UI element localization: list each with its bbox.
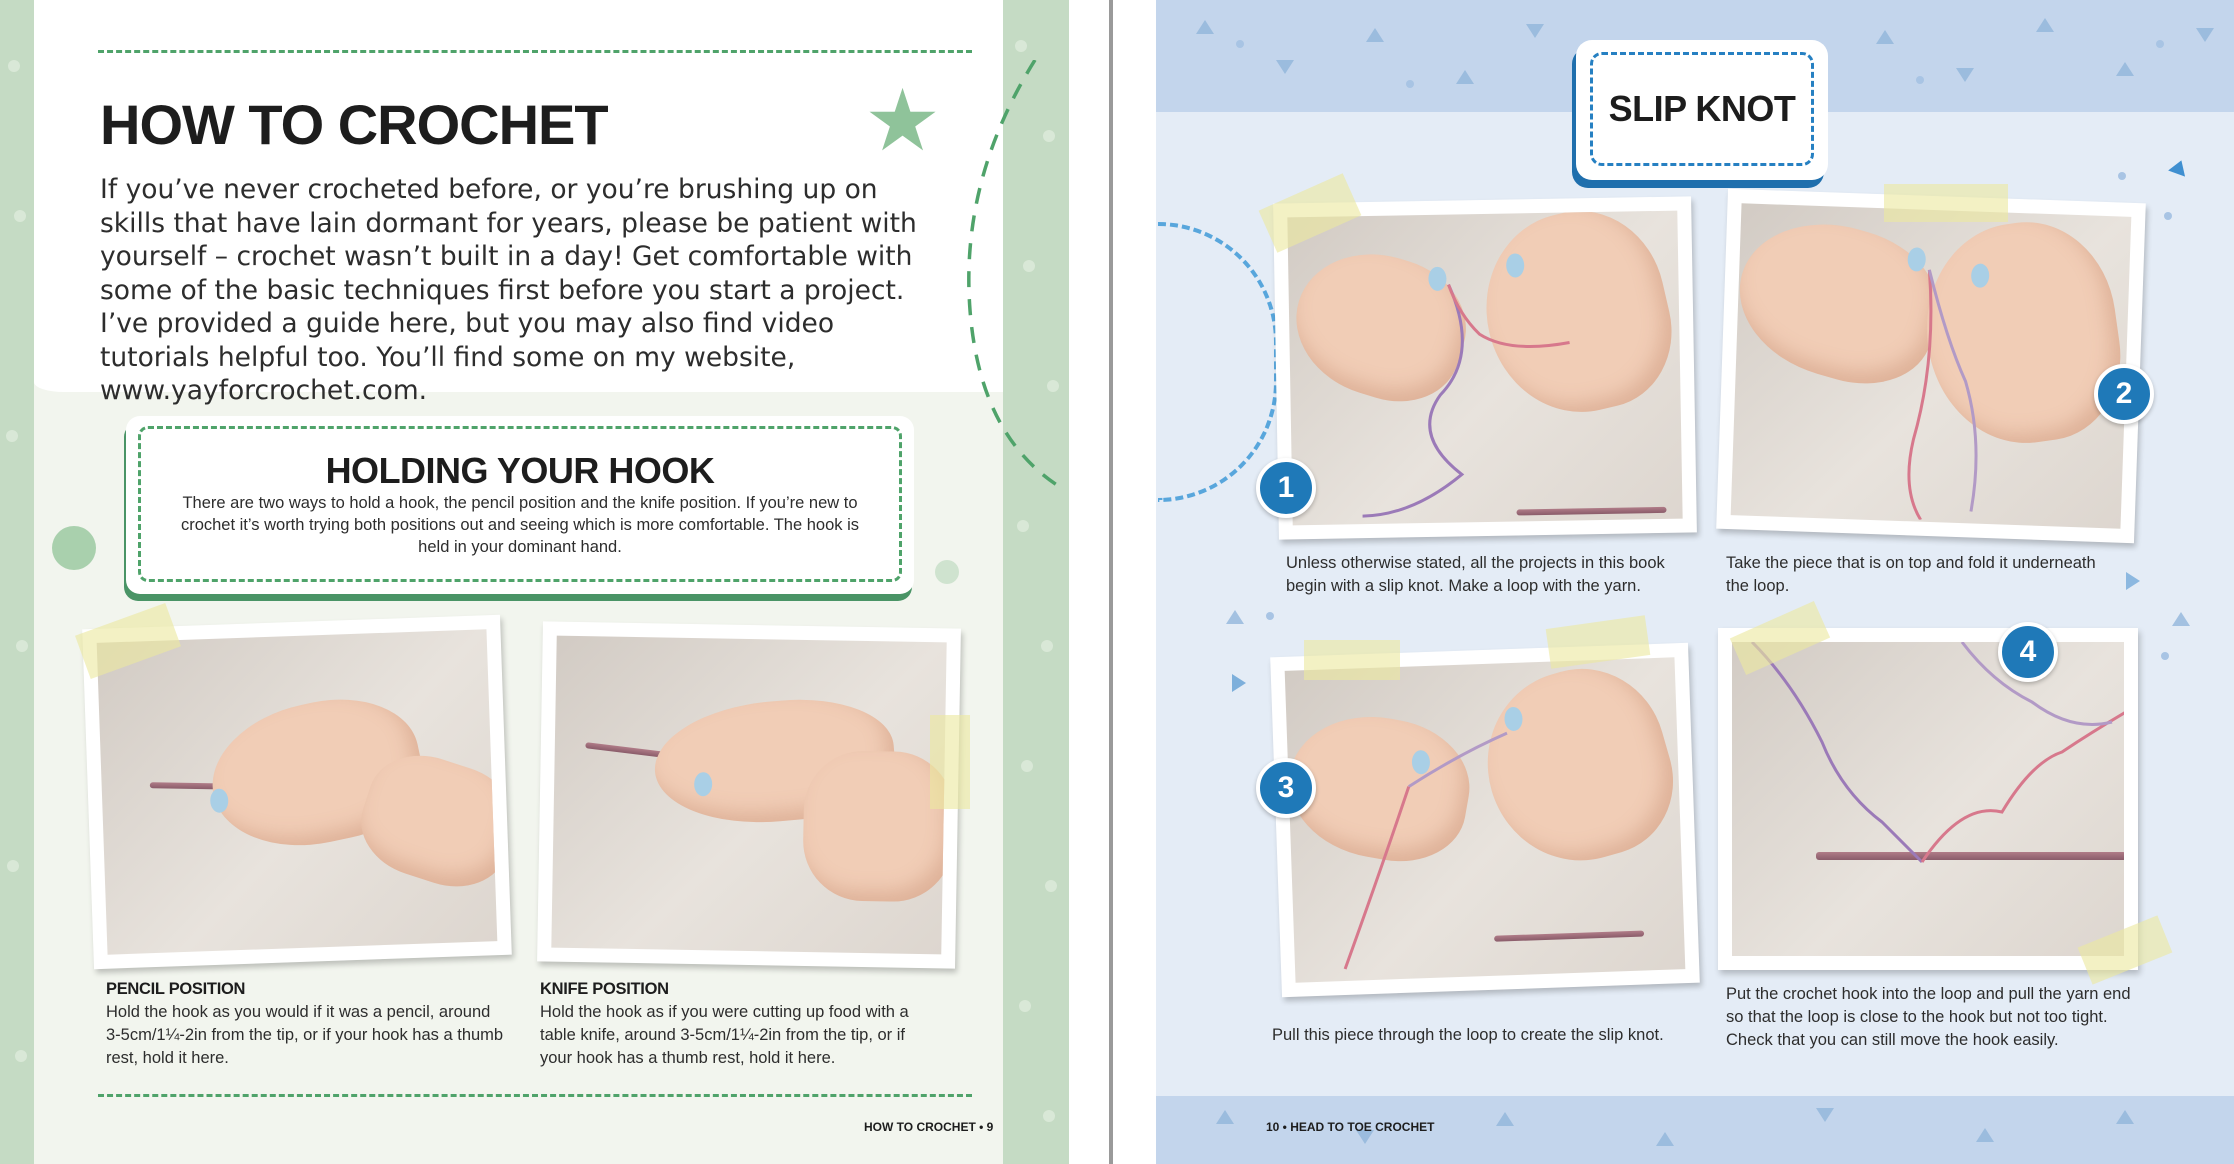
step-2-image <box>1731 203 2132 528</box>
step-4-badge: 4 <box>1998 622 2058 682</box>
step-3-badge: 3 <box>1256 758 1316 818</box>
left-page-footer: HOW TO CROCHET • 9 <box>864 1120 994 1134</box>
holding-hook-text: There are two ways to hold a hook, the pencil position and the knife position. If you’re new to crochet it’s worth trying both positions out and seeing which is more comfortable. The hook is held in your dominant hand. <box>180 494 860 556</box>
slip-knot-box <box>1576 40 1828 180</box>
tape-decoration <box>930 715 970 809</box>
triangle-decoration <box>2168 157 2190 176</box>
knife-caption-title: KNIFE POSITION <box>540 980 669 998</box>
triangle-decoration <box>1226 610 1244 624</box>
pencil-caption-text: Hold the hook as you would if it was a pencil, around 3-5cm/1¼-2in from the tip, or if your hook has a thumb rest, hold it here. <box>106 1003 504 1067</box>
step-2-photo <box>1716 189 2146 543</box>
tape-decoration <box>1884 184 2008 222</box>
left-edge-texture <box>0 0 34 1164</box>
step-1-image <box>1287 211 1682 526</box>
holding-hook-box <box>126 416 914 594</box>
step-2-caption: Take the piece that is on top and fold it underneath the loop. <box>1726 554 2096 595</box>
slip-knot-title: SLIP KNOT <box>1608 88 1796 129</box>
knife-position-image <box>551 636 946 955</box>
pencil-caption-title: PENCIL POSITION <box>106 980 246 998</box>
step-3-caption: Pull this piece through the loop to create the slip knot. <box>1272 1026 1664 1044</box>
bottom-dashed-divider <box>98 1094 972 1097</box>
page-title: HOW TO CROCHET <box>100 93 608 156</box>
step-2-badge: 2 <box>2094 364 2154 424</box>
circle-decoration <box>935 560 959 584</box>
left-page <box>0 0 1069 1164</box>
step-1-caption: Unless otherwise stated, all the projects in this book begin with a slip knot. Make a loop with the yarn. <box>1286 554 1665 595</box>
dashed-curve-decoration <box>1158 222 1278 502</box>
triangle-decoration <box>2172 612 2190 626</box>
circle-decoration <box>52 526 96 570</box>
book-gutter <box>1069 0 1156 1164</box>
wrist <box>802 750 947 903</box>
right-page-footer: 10 • HEAD TO TOE CROCHET <box>1266 1120 1435 1134</box>
step-3-image <box>1285 657 1686 982</box>
step-4-caption: Put the crochet hook into the loop and pull the yarn end so that the loop is close to the hook but not too tight. Check that you can still move the hook easily. <box>1726 985 2131 1049</box>
pencil-position-photo <box>82 615 512 969</box>
triangle-decoration <box>2126 572 2140 590</box>
step-4-photo <box>1718 628 2138 970</box>
step-1-badge: 1 <box>1256 458 1316 518</box>
pencil-position-image <box>97 629 498 954</box>
step-4-image <box>1732 642 2124 956</box>
star-icon: ★ <box>864 73 942 169</box>
tape-decoration <box>1304 640 1400 680</box>
top-dashed-divider <box>98 50 972 53</box>
intro-paragraph: If you’ve never crocheted before, or you’re brushing up on skills that have lain dormant for years, please be patient with yourself – crochet wasn’t built in a day! Get comfortable with some of the basic techniques first before you start a project. I’ve provided a guide here, but you may also find video tutorials helpful too. You’ll find some on my website, www.yayforcrochet.com. <box>100 174 917 406</box>
triangle-decoration <box>1232 674 1246 692</box>
step-1-photo <box>1273 196 1697 539</box>
knife-position-photo <box>537 621 961 968</box>
holding-hook-title: HOLDING YOUR HOOK <box>325 450 715 491</box>
right-page <box>1156 0 2234 1164</box>
step-3-photo <box>1270 643 1700 997</box>
dashed-curve-decoration <box>940 60 1069 500</box>
knife-caption-text: Hold the hook as if you were cutting up food with a table knife, around 3-5cm/1¼-2in from the tip, or if your hook has a thumb rest, hold it here. <box>540 1003 909 1067</box>
